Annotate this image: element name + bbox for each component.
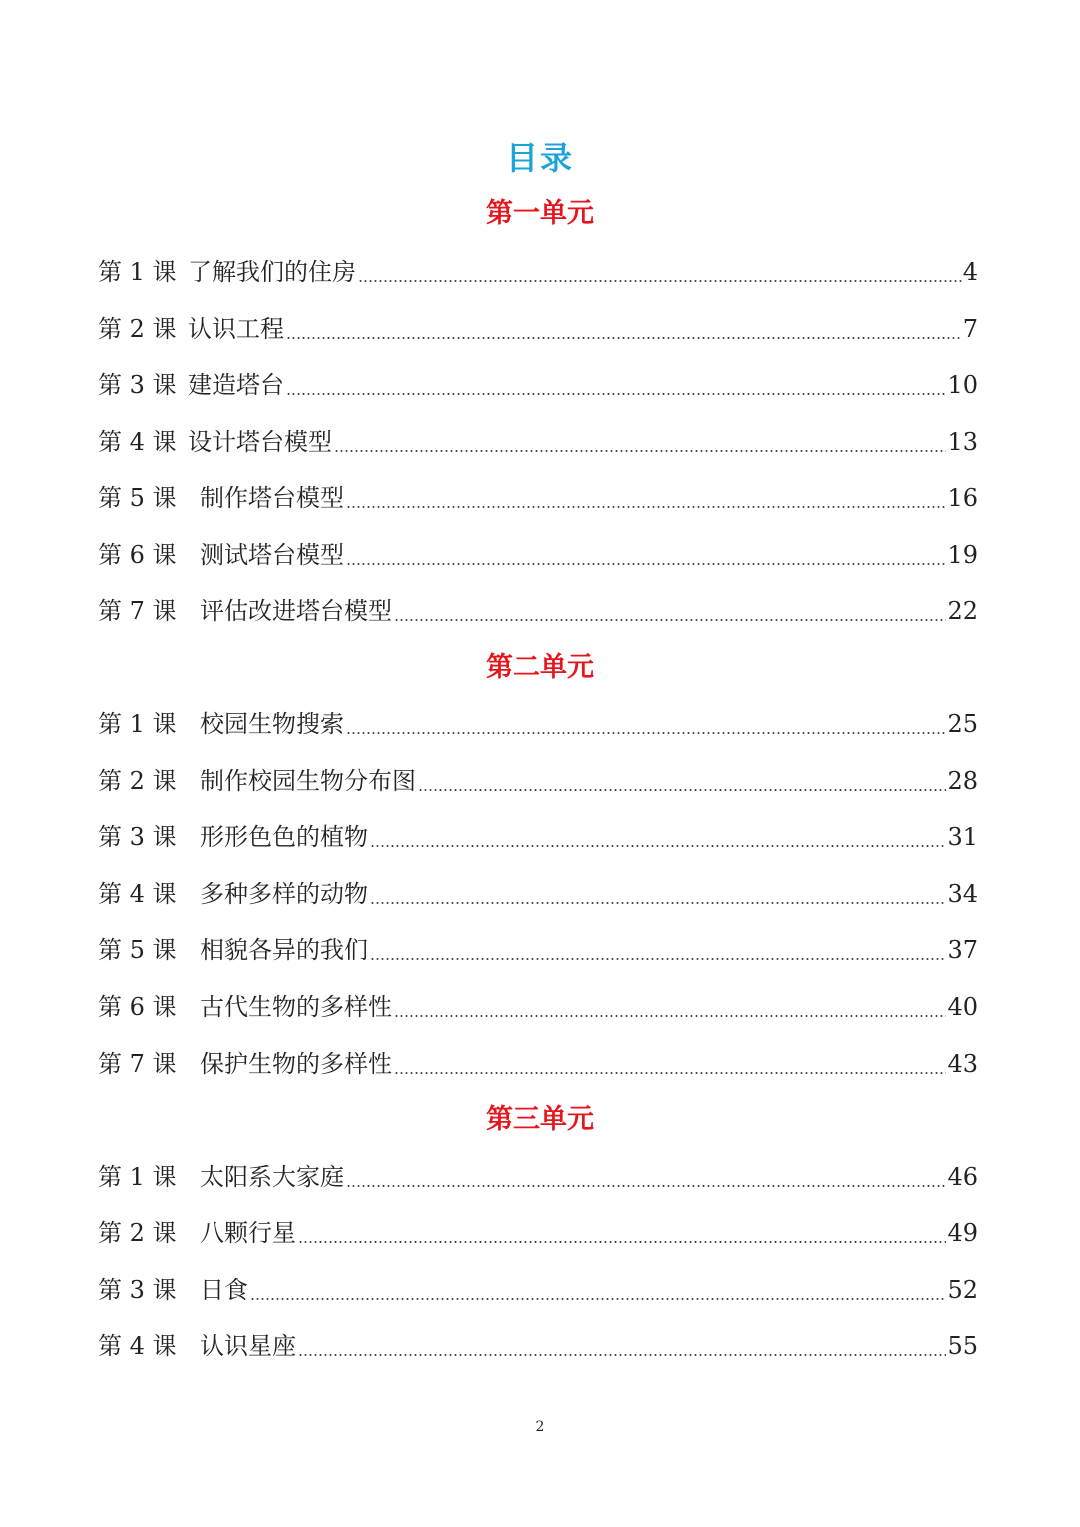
toc-entry[interactable]: [98, 819, 978, 855]
page-reference: 49: [947, 1219, 978, 1247]
lesson-title: 保护生物的多样性: [200, 1050, 392, 1078]
page-reference: 4: [962, 258, 978, 286]
dot-leader: [286, 393, 946, 395]
page-reference: 52: [947, 1276, 978, 1304]
lesson-title: 多种多样的动物: [200, 880, 368, 908]
dot-leader: [298, 1241, 946, 1243]
dot-leader: [334, 450, 946, 452]
page-reference: 28: [947, 767, 978, 795]
page-reference: 7: [962, 315, 978, 343]
dot-leader: [346, 563, 946, 565]
page-reference: 55: [947, 1332, 978, 1360]
page-title: 目录: [505, 139, 574, 177]
page-reference: 16: [947, 484, 978, 512]
page-reference: 37: [947, 936, 978, 964]
page-number: 2: [535, 1419, 545, 1435]
toc-entry[interactable]: [98, 763, 978, 799]
page-reference: 46: [947, 1163, 978, 1191]
toc-entry[interactable]: [98, 1159, 978, 1195]
lesson-title: 太阳系大家庭: [200, 1163, 344, 1191]
toc-entry[interactable]: [98, 480, 978, 516]
lesson-title: 相貌各异的我们: [200, 936, 368, 964]
lesson-number: 第 5 课: [98, 936, 177, 964]
page-reference: 25: [947, 710, 978, 738]
dot-leader: [394, 1072, 946, 1074]
lesson-number: 第 7 课: [98, 597, 177, 625]
dot-leader: [346, 1185, 946, 1187]
lesson-title: 认识星座: [200, 1332, 296, 1360]
toc-entry[interactable]: [98, 876, 978, 912]
dot-leader: [370, 958, 946, 960]
lesson-title: 了解我们的住房: [188, 258, 356, 286]
lesson-number: 第 4 课: [98, 1332, 177, 1360]
lesson-title: 测试塔台模型: [200, 541, 344, 569]
page-reference: 10: [947, 371, 978, 399]
dot-leader: [358, 280, 962, 282]
dot-leader: [418, 789, 946, 791]
toc-entry[interactable]: [98, 254, 978, 290]
lesson-title: 制作校园生物分布图: [200, 767, 416, 795]
toc-entry[interactable]: [98, 989, 978, 1025]
toc-entry[interactable]: [98, 932, 978, 968]
toc-entry[interactable]: [98, 706, 978, 742]
page-reference: 19: [947, 541, 978, 569]
lesson-title: 校园生物搜索: [200, 710, 344, 738]
unit-heading: 第二单元: [486, 652, 594, 683]
toc-entry[interactable]: [98, 1215, 978, 1251]
toc-entry[interactable]: [98, 1272, 978, 1308]
page-reference: 22: [947, 597, 978, 625]
toc-entry[interactable]: [98, 537, 978, 573]
dot-leader: [286, 337, 962, 339]
lesson-title: 建造塔台: [188, 371, 284, 399]
toc-entry[interactable]: [98, 1046, 978, 1082]
dot-leader: [346, 506, 946, 508]
dot-leader: [394, 1015, 946, 1017]
lesson-number: 第 6 课: [98, 993, 177, 1021]
lesson-title: 制作塔台模型: [200, 484, 344, 512]
lesson-number: 第 1 课: [98, 258, 177, 286]
lesson-number: 第 4 课: [98, 880, 177, 908]
lesson-title: 评估改进塔台模型: [200, 597, 392, 625]
lesson-title: 八颗行星: [200, 1219, 296, 1247]
lesson-number: 第 1 课: [98, 710, 177, 738]
unit-heading: 第三单元: [486, 1104, 594, 1135]
lesson-number: 第 7 课: [98, 1050, 177, 1078]
dot-leader: [370, 902, 946, 904]
lesson-number: 第 6 课: [98, 541, 177, 569]
lesson-title: 古代生物的多样性: [200, 993, 392, 1021]
page-reference: 34: [947, 880, 978, 908]
unit-heading: 第一单元: [486, 198, 594, 229]
dot-leader: [394, 619, 946, 621]
toc-entry[interactable]: [98, 311, 978, 347]
lesson-title: 认识工程: [188, 315, 284, 343]
page-reference: 31: [947, 823, 978, 851]
toc-entry[interactable]: [98, 1328, 978, 1364]
lesson-number: 第 3 课: [98, 371, 177, 399]
toc-entry[interactable]: [98, 367, 978, 403]
lesson-number: 第 1 课: [98, 1163, 177, 1191]
lesson-number: 第 4 课: [98, 428, 177, 456]
lesson-number: 第 3 课: [98, 1276, 177, 1304]
lesson-number: 第 3 课: [98, 823, 177, 851]
page-reference: 43: [947, 1050, 978, 1078]
dot-leader: [370, 845, 946, 847]
lesson-number: 第 5 课: [98, 484, 177, 512]
page-reference: 13: [947, 428, 978, 456]
dot-leader: [298, 1354, 946, 1356]
lesson-number: 第 2 课: [98, 767, 177, 795]
toc-entry[interactable]: [98, 593, 978, 629]
lesson-title: 日食: [200, 1276, 248, 1304]
page-reference: 40: [947, 993, 978, 1021]
lesson-title: 形形色色的植物: [200, 823, 368, 851]
dot-leader: [250, 1298, 946, 1300]
toc-entry[interactable]: [98, 424, 978, 460]
lesson-number: 第 2 课: [98, 315, 177, 343]
dot-leader: [346, 732, 946, 734]
lesson-number: 第 2 课: [98, 1219, 177, 1247]
lesson-title: 设计塔台模型: [188, 428, 332, 456]
